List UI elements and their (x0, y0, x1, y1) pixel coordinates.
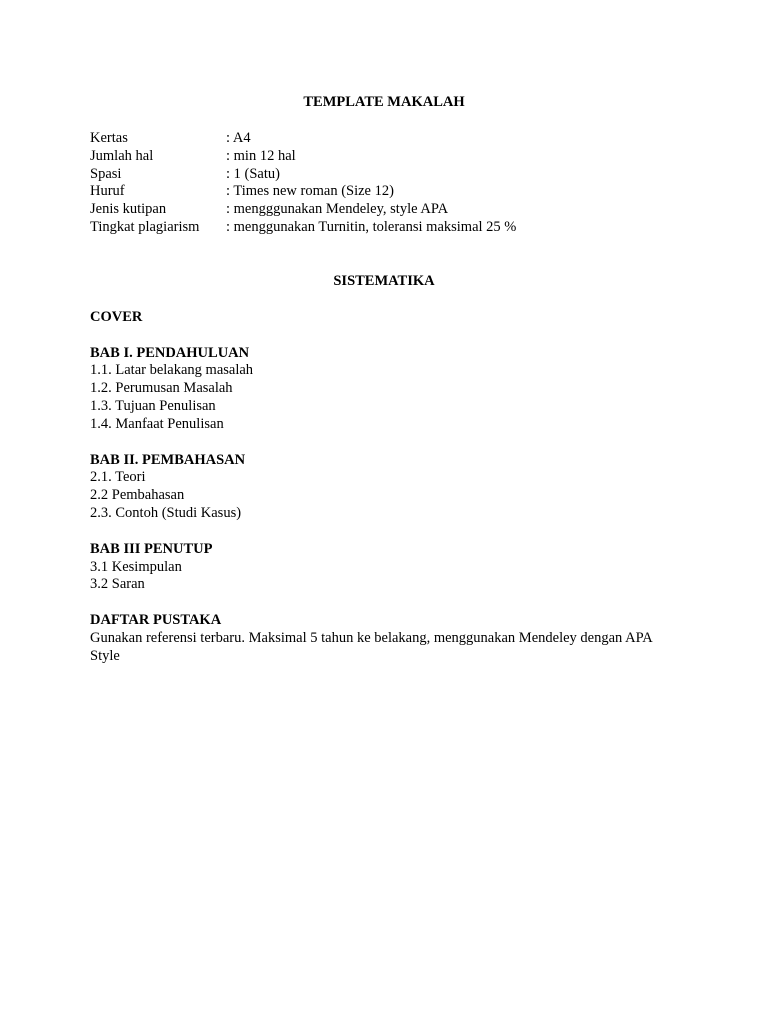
specification-table (90, 130, 678, 237)
spec-key: Huruf (90, 183, 125, 200)
spec-value: : min 12 hal (226, 147, 296, 164)
spec-value: : A4 (226, 130, 251, 146)
list-item: 1.3. Tujuan Penulisan (90, 397, 216, 414)
document-title: TEMPLATE MAKALAH (303, 94, 465, 110)
spec-key: Jenis kutipan (90, 201, 167, 218)
list-item: 1.1. Latar belakang masalah (90, 362, 254, 379)
spec-row-kertas (90, 130, 678, 148)
spec-row-jumlah-hal (90, 148, 678, 166)
section-bab-2 (90, 452, 678, 523)
section-cover (90, 309, 678, 327)
spec-row-tingkat-plagiarism (90, 219, 678, 237)
section-heading: BAB III PENUTUP (90, 540, 213, 557)
systematics-title: SISTEMATIKA (333, 272, 435, 289)
spec-key: Kertas (90, 130, 128, 146)
spec-value: : menggunakan Turnitin, toleransi maksimal 25 % (226, 218, 517, 235)
list-item: 2.3. Contoh (Studi Kasus) (90, 504, 242, 521)
spec-row-spasi (90, 166, 678, 184)
spec-value: : 1 (Satu) (226, 165, 280, 182)
section-heading: BAB I. PENDAHULUAN (90, 344, 250, 361)
spec-value: : mengggunakan Mendeley, style APA (226, 201, 449, 218)
section-heading: DAFTAR PUSTAKA (90, 612, 222, 629)
list-item: 2.2 Pembahasan (90, 487, 185, 504)
list-item: 2.1. Teori (90, 469, 146, 486)
list-item: 3.2 Saran (90, 576, 145, 593)
section-bab-1 (90, 345, 678, 434)
spec-value: : Times new roman (Size 12) (226, 183, 394, 200)
list-item: 1.2. Perumusan Masalah (90, 380, 233, 397)
spec-row-huruf (90, 183, 678, 201)
section-heading: BAB II. PEMBAHASAN (90, 451, 246, 468)
spec-key: Tingkat plagiarism (90, 218, 200, 235)
spec-row-jenis-kutipan (90, 201, 678, 219)
list-item: 1.4. Manfaat Penulisan (90, 415, 224, 432)
spec-key: Jumlah hal (90, 147, 154, 164)
document-body (90, 94, 678, 666)
section-heading: COVER (90, 308, 143, 325)
section-bab-3 (90, 541, 678, 594)
spec-key: Spasi (90, 165, 122, 182)
list-item: 3.1 Kesimpulan (90, 558, 182, 575)
daftar-pustaka-text: Gunakan referensi terbaru. Maksimal 5 tahun ke belakang, menggunakan Mendeley dengan APA Style (90, 629, 652, 664)
section-daftar-pustaka (90, 612, 678, 665)
